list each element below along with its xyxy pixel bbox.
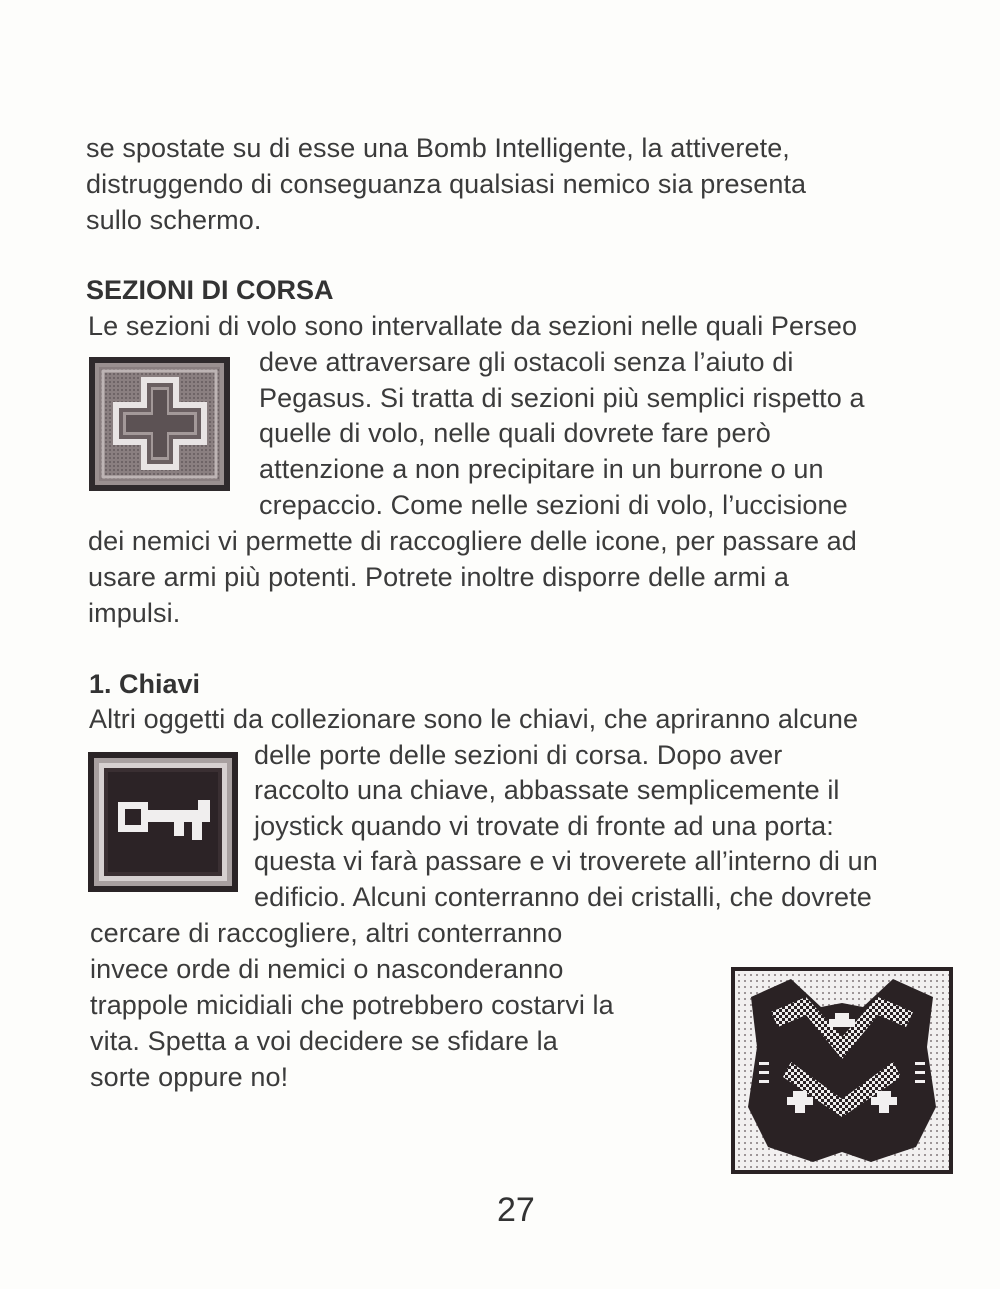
corsa-line-8: usare armi più potenti. Potrete inoltre disporre delle armi a xyxy=(88,562,789,592)
chiavi-line-2: delle porte delle sezioni di corsa. Dopo aver xyxy=(254,740,783,770)
corsa-line-4: quelle di volo, nelle quali dovrete fare però xyxy=(259,418,771,448)
corsa-line-2: deve attraversare gli ostacoli senza l’aiuto di xyxy=(259,347,794,377)
section-heading-corsa: SEZIONI DI CORSA xyxy=(86,275,334,305)
key-icon xyxy=(88,752,238,892)
corsa-line-6: crepaccio. Come nelle sezioni di volo, l’uccisione xyxy=(259,490,848,520)
corsa-line-3: Pegasus. Si tratta di sezioni più semplici rispetto a xyxy=(259,383,865,413)
intro-line-1: se spostate su di esse una Bomb Intelligente, la attiverete, xyxy=(86,133,790,163)
cross-icon xyxy=(89,357,230,491)
chiavi-line-11: sorte oppure no! xyxy=(90,1062,289,1092)
corsa-line-7: dei nemici vi permette di raccogliere delle icone, per passare ad xyxy=(88,526,857,556)
chiavi-line-7: cercare di raccogliere, altri conterranno xyxy=(90,918,563,948)
owl-crest-icon xyxy=(731,967,953,1174)
chiavi-line-8: invece orde di nemici o nasconderanno xyxy=(90,954,564,984)
chiavi-line-5: questa vi farà passare e vi troverete all’interno di un xyxy=(254,846,878,876)
corsa-line-1: Le sezioni di volo sono intervallate da sezioni nelle quali Perseo xyxy=(88,311,858,341)
corsa-line-9: impulsi. xyxy=(88,598,181,628)
section-heading-chiavi: 1. Chiavi xyxy=(89,669,201,699)
chiavi-line-9: trappole micidiali che potrebbero costarvi la xyxy=(90,990,614,1020)
page-number: 27 xyxy=(497,1191,535,1229)
chiavi-line-1: Altri oggetti da collezionare sono le chiavi, che apriranno alcune xyxy=(89,704,859,734)
chiavi-line-10: vita. Spetta a voi decidere se sfidare la xyxy=(90,1026,558,1056)
corsa-line-5: attenzione a non precipitare in un burrone o un xyxy=(259,454,824,484)
chiavi-line-3: raccolto una chiave, abbassate semplicemente il xyxy=(254,775,840,805)
chiavi-line-6: edificio. Alcuni conterranno dei cristalli, che dovrete xyxy=(254,882,872,912)
intro-line-2: distruggendo di conseguanza qualsiasi nemico sia presenta xyxy=(86,169,807,199)
chiavi-line-4: joystick quando vi trovate di fronte ad una porta: xyxy=(254,811,834,841)
intro-line-3: sullo schermo. xyxy=(86,205,262,235)
